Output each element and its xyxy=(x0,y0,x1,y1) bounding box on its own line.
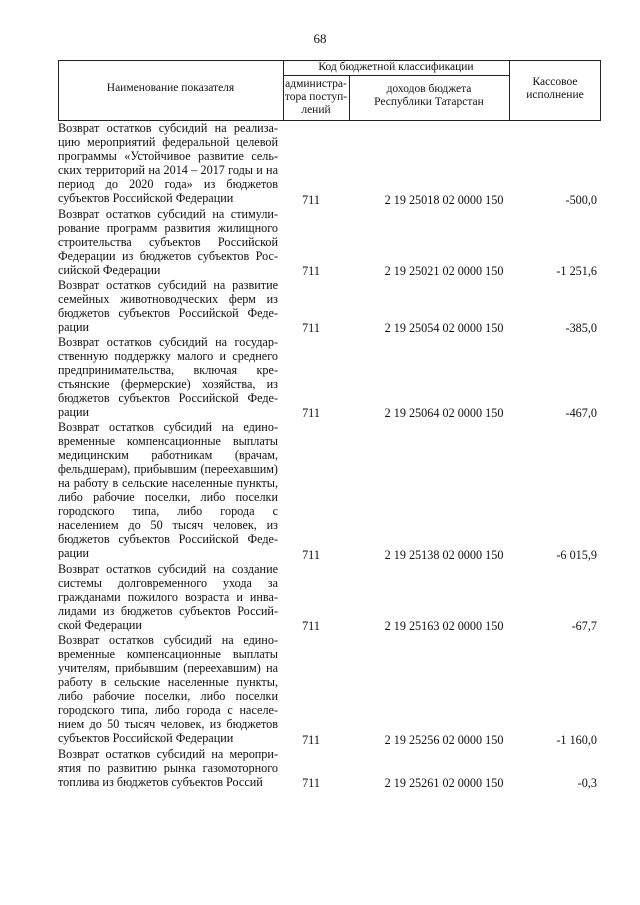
header-indicator-name: Наименование показателя xyxy=(106,82,235,94)
row-indicator-name: Возврат остатков субсидий на государственную поддержку малого и среднего предпринимательства, включая крестьянские (фермерские) хозяйства, из бюджетов субъектов Российской Федерации xyxy=(58,335,278,419)
row-amount: -1 251,6 xyxy=(556,264,597,278)
header-income-line: Республики Татарстан xyxy=(374,96,484,108)
row-admin-code: 711 xyxy=(302,619,320,633)
row-admin-code: 711 xyxy=(302,548,320,562)
table-row xyxy=(58,207,601,278)
header-admin-line: лений xyxy=(301,104,331,116)
header-amount-line: Кассовое xyxy=(532,76,578,88)
row-admin-code: 711 xyxy=(302,406,320,420)
table-row xyxy=(58,335,601,420)
row-admin-code: 711 xyxy=(302,733,320,747)
table-row xyxy=(58,420,601,562)
table-row xyxy=(58,278,601,335)
row-amount: -6 015,9 xyxy=(556,548,597,562)
row-admin-code: 711 xyxy=(302,264,320,278)
table-header xyxy=(58,60,601,121)
row-indicator-name: Возврат остатков субсидий на стимулирование программ развития жилищного строительства субъектов Российской Федерации из бюджетов субъектов Российской Федерации xyxy=(58,207,278,277)
row-admin-code: 711 xyxy=(302,193,320,207)
row-indicator-name: Возврат остатков субсидий на мероприятия по развитию рынка газомоторного топлива из бюджетов субъектов Россий xyxy=(58,747,278,789)
row-admin-code: 711 xyxy=(302,776,320,790)
row-amount: -385,0 xyxy=(565,321,597,335)
header-admin-line: администра- xyxy=(285,78,347,90)
table-row xyxy=(58,747,601,790)
row-amount: -467,0 xyxy=(565,406,597,420)
header-classification-code: Код бюджетной классификации xyxy=(318,61,474,73)
row-income-code: 2 19 25163 02 0000 150 xyxy=(384,619,504,633)
row-admin-code: 711 xyxy=(302,321,320,335)
header-amount-line: исполнение xyxy=(526,89,584,101)
row-indicator-name: Возврат остатков субсидий на создание системы долговременного ухода за гражданами пожилого возраста и инвалидами из бюджетов субъектов Российской Федерации xyxy=(58,562,278,632)
row-indicator-name: Возврат остатков субсидий на единовременные компенсационные выплаты учителям, прибывшим (переехавшим) на работу в сельские населенные пункты, либо рабочие поселки, либо поселки городского типа, либо города с населением до 50 тысяч человек, из бюджетов субъектов Российской Федерации xyxy=(58,633,278,745)
header-income-line: доходов бюджета xyxy=(386,83,472,95)
header-admin xyxy=(283,78,349,117)
row-income-code: 2 19 25054 02 0000 150 xyxy=(384,321,504,335)
row-amount: -67,7 xyxy=(571,619,597,633)
header-admin-line: тора поступ- xyxy=(284,91,348,103)
row-income-code: 2 19 25021 02 0000 150 xyxy=(384,264,504,278)
row-income-code: 2 19 25018 02 0000 150 xyxy=(384,193,504,207)
table-row xyxy=(58,121,601,207)
header-divider-group xyxy=(283,75,509,76)
table-row xyxy=(58,562,601,633)
header-cash-execution xyxy=(509,76,601,102)
row-amount: -0,3 xyxy=(577,776,597,790)
row-amount: -1 160,0 xyxy=(556,733,597,747)
row-indicator-name: Возврат остатков субсидий на единовременные компенсационные выплаты медицинским работникам (врачам, фельдшерам), прибывшим (переехавшим) на работу в сельские населенные пункты, либо рабочие поселки, либо поселки городского типа, либо города с населением до 50 тысяч человек, из бюджетов субъектов Российской Федерации xyxy=(58,420,278,560)
row-income-code: 2 19 25256 02 0000 150 xyxy=(384,733,504,747)
row-income-code: 2 19 25138 02 0000 150 xyxy=(384,548,504,562)
table-body xyxy=(58,121,601,790)
table-row xyxy=(58,633,601,747)
header-budget-income xyxy=(349,83,509,109)
row-income-code: 2 19 25261 02 0000 150 xyxy=(384,776,504,790)
row-indicator-name: Возврат остатков субсидий на реализацию мероприятий федеральной целевой программы «Устойчивое развитие сельских территорий на 2014 – 2017 годы и на период до 2020 года» из бюджетов субъектов Российской Федерации xyxy=(58,121,278,205)
page-number: 68 xyxy=(313,31,327,46)
row-income-code: 2 19 25064 02 0000 150 xyxy=(384,406,504,420)
row-amount: -500,0 xyxy=(565,193,597,207)
row-indicator-name: Возврат остатков субсидий на развитие семейных животноводческих ферм из бюджетов субъектов Российской Федерации xyxy=(58,278,278,334)
